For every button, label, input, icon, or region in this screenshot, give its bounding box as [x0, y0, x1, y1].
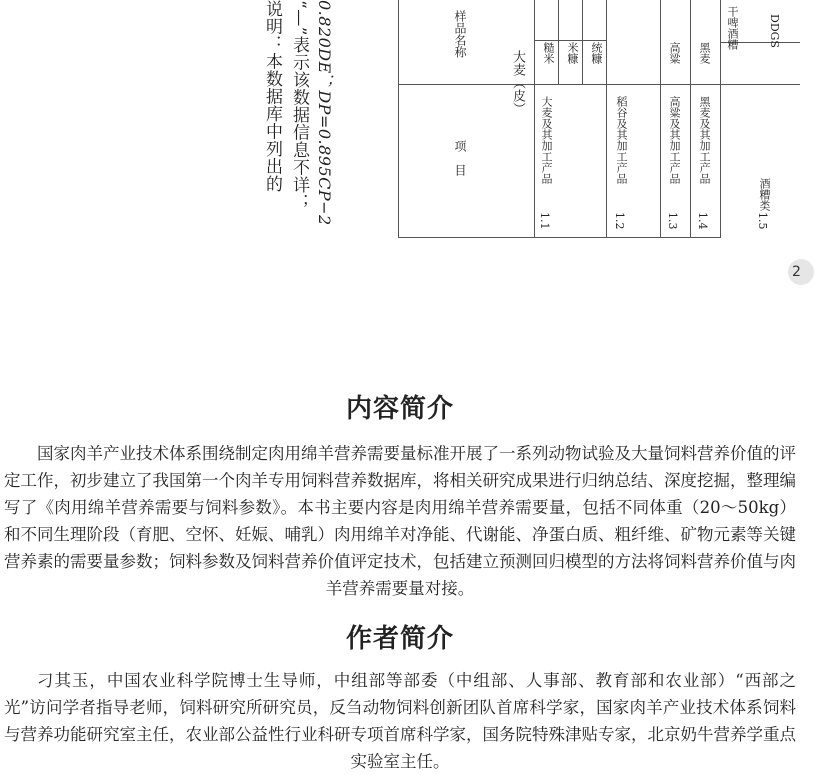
sample-cell: 统糠	[590, 42, 603, 64]
author-text: 刁其玉，中国农业科学院博士生导师，中组部等部委（中组部、人事部、教育部和农业部）“西部之光”访问学者指导老师，饲料研究所研究员，反刍动物饲料创新团队首席科学家，国家肉羊产业技术体系饲料与营养功能研究室主任，农业部公益性行业科研专项首席科学家，国务院特殊津贴专家，北京奶牛营养学重点实验室主任。	[4, 671, 796, 771]
category-cell: 黑麦及其加工产品	[698, 96, 711, 184]
row-number: 1.2	[613, 212, 626, 230]
note-line-2: “—”表示该数据信息不详；	[289, 0, 309, 211]
page-number-badge: 2	[788, 259, 814, 285]
row-number: 1.3	[666, 212, 679, 230]
sample-cell: DDGS	[768, 14, 781, 48]
intro-text: 国家肉羊产业技术体系围绕制定肉用绵羊营养需要量标准开展了一系列动物试验及大量饲料营养价值的评定工作，初步建立了我国第一个肉羊专用饲料营养数据库，将相关研究成果进行归纳总结、深度挖掘，整理编写了《肉用绵羊营养需要与饲料参数》。本书主要内容是肉用绵羊营养需要量，包括不同体重（20～50kg）和不同生理阶段（育肥、空怀、妊娠、哺乳）肉用绵羊对净能、代谢能、净蛋白质、粗纤维、矿物元素等关键营养素的需要量参数；饲料参数及饲料营养价值评定技术，包括建立预测回归模型的方法将饲料营养价值与肉羊营养需要量对接。	[4, 444, 796, 598]
category-cell: 稻谷及其加工产品	[615, 96, 628, 184]
sample-cell: 米糠	[566, 42, 579, 64]
sample-cell: 糙米	[542, 42, 555, 64]
row-number: 1.5	[756, 212, 769, 230]
note-line-3: 0.820DE；DP=0.895CP−2	[315, 0, 334, 226]
rotated-page-image	[0, 0, 800, 240]
header-sample-name: 样品名称	[453, 10, 467, 58]
author-paragraph	[4, 667, 796, 775]
sample-cell: 高粱	[668, 42, 681, 64]
note-line-1: 说明：本数据库中列出的	[262, 0, 282, 193]
header-item: 项 目	[453, 140, 467, 176]
sample-cell: 黑麦	[698, 42, 711, 64]
category-cell: 高粱及其加工产品	[668, 96, 681, 184]
category-cell: 大麦及其加工产品	[540, 96, 553, 184]
intro-title: 内容简介	[345, 394, 454, 424]
category-cell: 酒糟类	[758, 178, 771, 211]
row-number: 1.4	[696, 212, 709, 230]
intro-paragraph	[4, 440, 796, 602]
feed-table	[398, 0, 800, 238]
row-number: 1.1	[538, 212, 551, 230]
sample-cell: 大麦（皮）	[510, 50, 525, 115]
author-title: 作者简介	[345, 624, 454, 654]
sample-cell: 干啤酒糟	[726, 6, 739, 50]
